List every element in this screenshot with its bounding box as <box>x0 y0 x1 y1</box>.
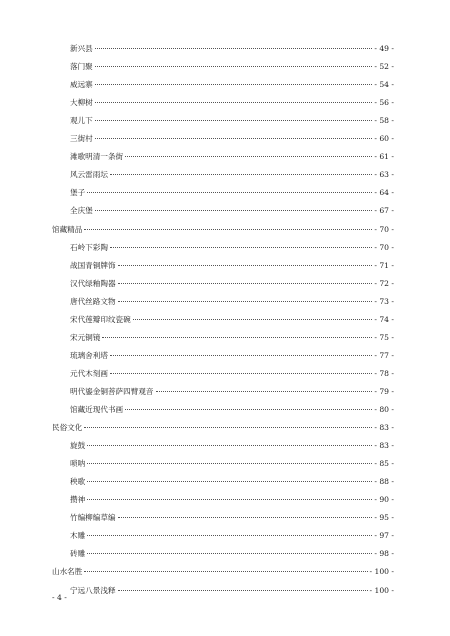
toc-entry-title: 明代鎏金铜菩萨四臂观音 <box>70 386 154 396</box>
dot-leader <box>102 337 372 338</box>
toc-entry[interactable] <box>70 315 394 325</box>
toc-entry-title: 三街村 <box>70 134 93 144</box>
toc-entry-page: - 52 - <box>374 62 394 72</box>
page-number: - 4 - <box>52 593 67 602</box>
toc-entry-page: - 79 - <box>374 386 394 396</box>
toc-entry-title: 馆藏精品 <box>52 224 83 234</box>
dot-leader <box>110 174 372 175</box>
dot-leader <box>87 481 372 482</box>
toc-entry-page: - 71 - <box>374 260 394 270</box>
dot-leader <box>84 427 372 428</box>
dot-leader <box>95 48 373 49</box>
dot-leader <box>95 102 373 103</box>
toc-section-entry[interactable] <box>52 567 394 577</box>
toc-entry-title: 宋元铜镜 <box>70 332 101 342</box>
dot-leader <box>118 265 373 266</box>
toc-entry-page: - 85 - <box>374 459 394 469</box>
toc-entry[interactable] <box>70 152 394 162</box>
dot-leader <box>110 373 372 374</box>
toc-entry[interactable] <box>70 495 394 505</box>
toc-entry-page: - 83 - <box>374 441 394 451</box>
toc-entry[interactable] <box>70 116 394 126</box>
dot-leader <box>156 391 373 392</box>
toc-entry[interactable] <box>70 441 394 451</box>
toc-entry-page: - 77 - <box>374 350 394 360</box>
toc-entry-page: - 70 - <box>374 242 394 252</box>
dot-leader <box>87 192 372 193</box>
dot-leader <box>95 66 373 67</box>
toc-entry[interactable] <box>70 586 394 596</box>
toc-entry[interactable] <box>70 279 394 289</box>
toc-entry[interactable] <box>70 477 394 487</box>
toc-section-entry[interactable] <box>52 423 394 433</box>
toc-entry-title: 唢呐 <box>70 459 86 469</box>
toc-entry-page: - 60 - <box>374 134 394 144</box>
dot-leader <box>118 590 368 591</box>
toc-entry-title: 唐代丝路文物 <box>70 296 116 306</box>
toc-entry-title: 战国青铜牌饰 <box>70 260 116 270</box>
dot-leader <box>95 210 373 211</box>
toc-entry-page: - 83 - <box>374 423 394 433</box>
toc-entry[interactable] <box>70 459 394 469</box>
toc-entry-title: 山水名胜 <box>52 567 83 577</box>
toc-entry-page: - 72 - <box>374 278 394 288</box>
toc-entry-page: - 75 - <box>374 332 394 342</box>
toc-entry[interactable] <box>70 297 394 307</box>
toc-entry-page: - 54 - <box>374 80 394 90</box>
toc-entry-title: 滩歌明清一条街 <box>70 152 124 162</box>
toc-entry-title: 汉代绿釉陶器 <box>70 278 116 288</box>
toc-entry-page: - 90 - <box>374 495 394 505</box>
toc-entry-page: - 95 - <box>374 513 394 523</box>
toc-entry-title: 宁远八景浅释 <box>70 585 116 595</box>
dot-leader <box>84 229 372 230</box>
toc-entry[interactable] <box>70 243 394 253</box>
toc-entry-page: - 64 - <box>374 188 394 198</box>
toc-entry-page: - 100 - <box>369 585 394 595</box>
toc-entry[interactable] <box>70 206 394 216</box>
toc-entry-title: 民俗文化 <box>52 423 83 433</box>
toc-entry[interactable] <box>70 351 394 361</box>
toc-entry-title: 风云雷雨坛 <box>70 170 108 180</box>
toc-entry[interactable] <box>70 513 394 523</box>
toc-entry[interactable] <box>70 44 394 54</box>
toc-entry-title: 大柳树 <box>70 98 93 108</box>
toc-entry[interactable] <box>70 62 394 72</box>
toc-entry-title: 秧歌 <box>70 477 86 487</box>
toc-entry-page: - 78 - <box>374 368 394 378</box>
dot-leader <box>95 138 373 139</box>
toc-entry-page: - 67 - <box>374 206 394 216</box>
toc-entry-title: 馆藏近现代书画 <box>70 405 124 414</box>
toc-entry-page: - 70 - <box>374 224 394 234</box>
dot-leader <box>95 84 373 85</box>
toc-entry-title: 威远寨 <box>70 80 93 90</box>
toc-entry-page: - 80 - <box>374 405 394 414</box>
toc-entry[interactable] <box>70 405 394 415</box>
toc-entry[interactable] <box>70 531 394 541</box>
dot-leader <box>110 247 372 248</box>
toc-entry-page: - 73 - <box>374 296 394 306</box>
toc-entry-title: 琉璃舍利塔 <box>70 350 108 360</box>
dot-leader <box>87 463 372 464</box>
dot-leader <box>87 553 372 554</box>
toc-entry-page: - 74 - <box>374 314 394 324</box>
toc-entry[interactable] <box>70 98 394 108</box>
toc-entry-title: 全庆堡 <box>70 206 93 216</box>
toc-entry[interactable] <box>70 387 394 397</box>
toc-entry-page: - 61 - <box>374 152 394 162</box>
toc-entry-title: 新兴县 <box>70 44 93 53</box>
toc-entry-title: 旋鼓 <box>70 441 86 451</box>
toc-entry-title: 攒神 <box>70 495 86 505</box>
toc-section-entry[interactable] <box>52 225 394 235</box>
dot-leader <box>133 319 373 320</box>
dot-leader <box>118 283 373 284</box>
toc-entry-title: 宋代莲瓣印纹瓷碗 <box>70 314 131 324</box>
toc-entry[interactable] <box>70 188 394 198</box>
toc-entry-title: 元代木刻画 <box>70 368 108 378</box>
dot-leader <box>118 517 373 518</box>
dot-leader <box>84 571 367 572</box>
dot-leader <box>110 355 372 356</box>
toc-entry[interactable] <box>70 80 394 90</box>
toc-entry-title: 观儿下 <box>70 116 93 126</box>
toc-entry-page: - 98 - <box>374 549 394 559</box>
toc-entry-page: - 56 - <box>374 98 394 108</box>
dot-leader <box>125 156 372 157</box>
dot-leader <box>87 535 372 536</box>
dot-leader <box>87 499 372 500</box>
toc-entry-title: 砖雕 <box>70 549 86 559</box>
toc-entry-page: - 63 - <box>374 170 394 180</box>
toc-entry[interactable] <box>70 369 394 379</box>
toc-entry-title: 石岭下彩陶 <box>70 242 108 252</box>
dot-leader <box>87 445 372 446</box>
dot-leader <box>118 301 373 302</box>
toc-entry[interactable] <box>70 170 394 180</box>
toc-entry-title: 竹编柳编草编 <box>70 513 116 523</box>
dot-leader <box>125 409 372 410</box>
toc-entry[interactable] <box>70 261 394 271</box>
toc-entry-page: - 58 - <box>374 116 394 126</box>
toc-entry-page: - 49 - <box>374 44 394 53</box>
toc-entry-title: 木雕 <box>70 531 86 541</box>
toc-entry-title: 落门聚 <box>70 62 93 72</box>
toc-entry-title: 堡子 <box>70 188 86 198</box>
toc-entry-page: - 100 - <box>369 567 394 577</box>
toc-entry-page: - 88 - <box>374 477 394 487</box>
toc-entry[interactable] <box>70 549 394 559</box>
toc-entry[interactable] <box>70 333 394 343</box>
dot-leader <box>95 120 373 121</box>
toc-entry[interactable] <box>70 134 394 144</box>
toc-entry-page: - 97 - <box>374 531 394 541</box>
